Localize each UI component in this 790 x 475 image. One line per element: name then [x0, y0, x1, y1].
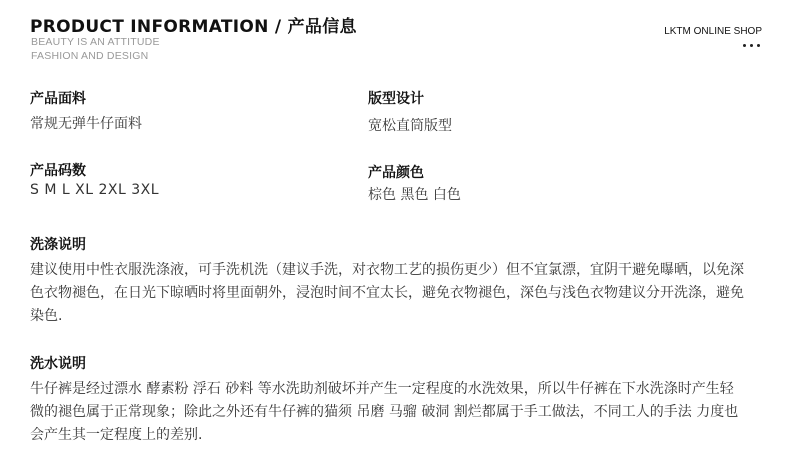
header-tagline-2: FASHION AND DESIGN [31, 50, 149, 62]
care-heading: 洗涤说明 [30, 237, 86, 253]
fabric-label: 产品面料 [30, 91, 86, 107]
fabric-value: 常规无弹牛仔面料 [30, 116, 142, 132]
header-tagline-1: BEAUTY IS AN ATTITUDE [31, 36, 160, 48]
colors-label: 产品颜色 [368, 165, 424, 181]
wash-heading: 洗水说明 [30, 356, 86, 372]
more-dots-icon [743, 44, 760, 47]
cut-value: 宽松直筒版型 [368, 118, 452, 134]
sizes-label: 产品码数 [30, 163, 86, 179]
page-title: PRODUCT INFORMATION / 产品信息 [30, 17, 357, 37]
cut-label: 版型设计 [368, 91, 424, 107]
brand-name: LKTM ONLINE SHOP [664, 26, 762, 37]
colors-value: 棕色 黑色 白色 [368, 187, 461, 203]
wash-body: 牛仔裤是经过漂水 酵素粉 浮石 砂料 等水洗助剂破坏并产生一定程度的水洗效果，所以牛仔裤在下水洗涤时产生轻微的褪色属于正常现象；除此之外还有牛仔裤的猫须 吊磨 马骝 破洞 割烂都属于手工做法，不同工人的手法 力度也会产生其一定程度上的差别. [30, 381, 739, 443]
care-body: 建议使用中性衣服洗涤液，可手洗机洗（建议手洗，对衣物工艺的损伤更少）但不宜氯漂，宜阴干避免曝晒，以免深色衣物褪色，在日光下晾晒时将里面朝外，浸泡时间不宜太长，避免衣物褪色，深色与浅色衣物建议分开洗涤，避免染色. [30, 262, 744, 324]
sizes-value: S M L XL 2XL 3XL [30, 182, 160, 198]
